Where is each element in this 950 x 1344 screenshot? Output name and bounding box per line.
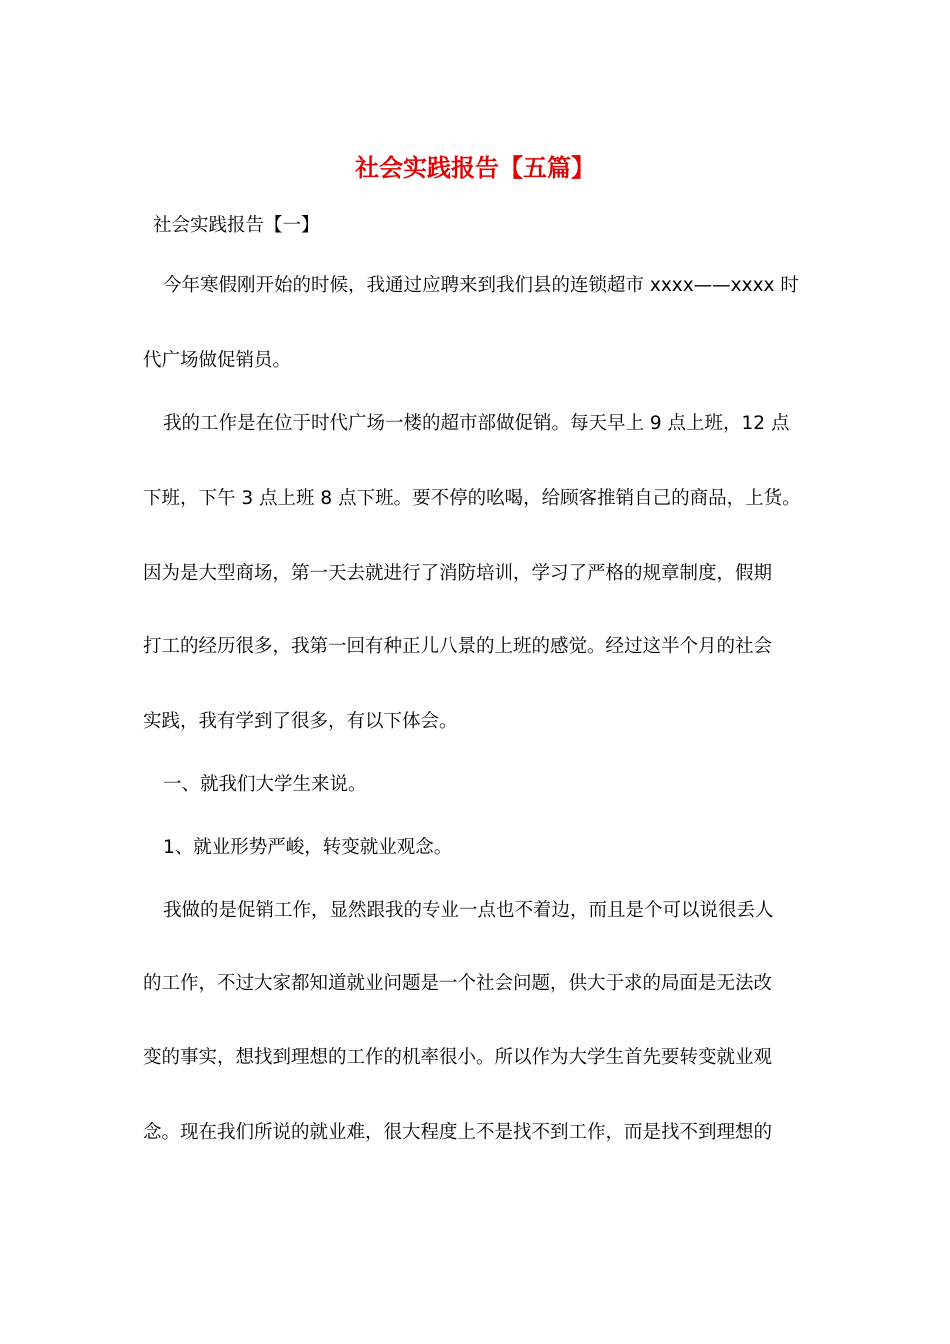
paragraph-line: 我做的是促销工作，显然跟我的专业一点也不着边，而且是个可以说很丢人 <box>163 900 774 921</box>
paragraph-line: 今年寒假刚开始的时候，我通过应聘来到我们县的连锁超市 xxxx——xxxx 时 <box>163 275 799 296</box>
document-title: 社会实践报告【五篇】 <box>355 153 595 182</box>
section-heading: 社会实践报告【一】 <box>153 215 320 236</box>
paragraph-line: 因为是大型商场，第一天去就进行了消防培训，学习了严格的规章制度，假期 <box>143 563 773 584</box>
paragraph-line: 实践，我有学到了很多，有以下体会。 <box>143 711 458 732</box>
paragraph-line: 打工的经历很多，我第一回有种正儿八景的上班的感觉。经过这半个月的社会 <box>143 636 773 657</box>
paragraph-line: 下班，下午 3 点上班 8 点下班。要不停的吆喝，给顾客推销自己的商品，上货。 <box>143 488 801 509</box>
paragraph-line: 变的事实，想找到理想的工作的机率很小。所以作为大学生首先要转变就业观 <box>143 1047 773 1068</box>
list-item: 1、就业形势严峻，转变就业观念。 <box>163 837 453 858</box>
paragraph-line: 的工作，不过大家都知道就业问题是一个社会问题，供大于求的局面是无法改 <box>143 973 773 994</box>
paragraph-line: 念。现在我们所说的就业难，很大程度上不是找不到工作，而是找不到理想的 <box>143 1122 773 1143</box>
list-heading: 一、就我们大学生来说。 <box>163 774 367 795</box>
paragraph-line: 代广场做促销员。 <box>143 350 292 371</box>
paragraph-line: 我的工作是在位于时代广场一楼的超市部做促销。每天早上 9 点上班，12 点 <box>163 413 790 434</box>
